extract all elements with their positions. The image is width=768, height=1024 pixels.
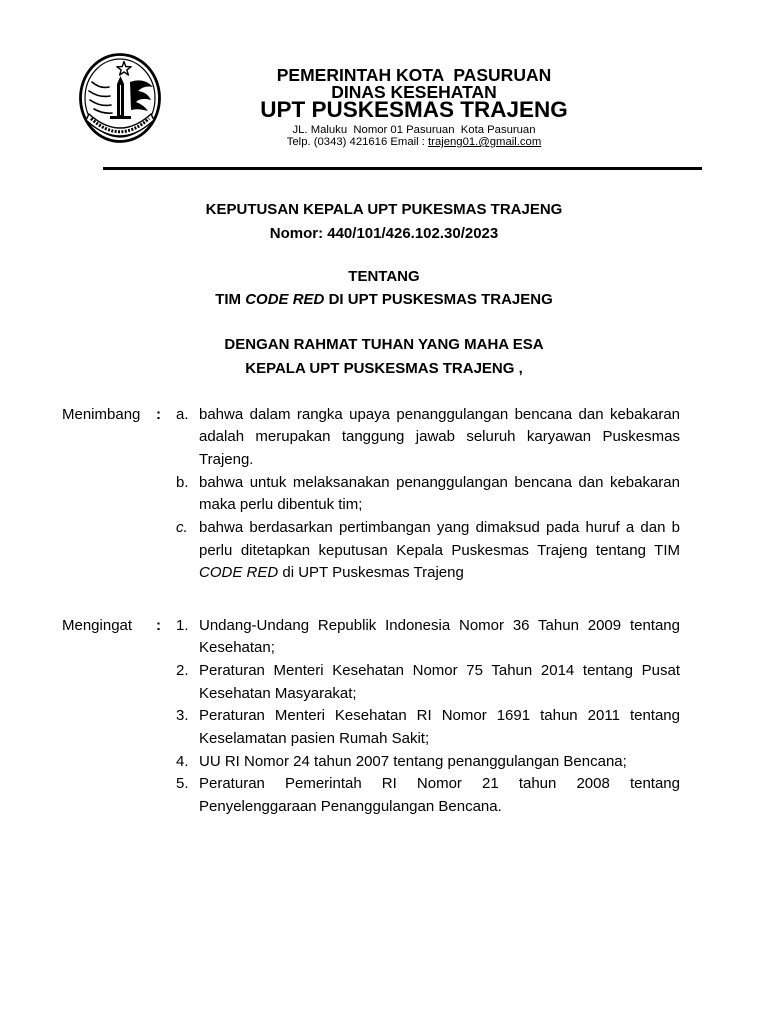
emblem-monument-base xyxy=(110,116,131,119)
list-item-text xyxy=(199,705,680,750)
mengingat-item-4 xyxy=(0,751,768,774)
list-item-line-rest: di UPT Puskesmas Trajeng xyxy=(278,564,464,582)
list-marker: c. xyxy=(176,518,188,536)
mengingat-label: Mengingat xyxy=(62,616,133,634)
menimbang-section xyxy=(0,404,768,585)
header-institution-name: UPT PUSKESMAS TRAJENG xyxy=(260,97,568,122)
mengingat-item-1 xyxy=(0,615,768,660)
code-red-term: CODE RED xyxy=(199,564,279,582)
decree-about-label: TENTANG xyxy=(348,268,420,285)
emblem-monument-stripe xyxy=(120,85,121,115)
list-item-text xyxy=(199,660,680,705)
mengingat-section xyxy=(0,615,768,819)
menimbang-item-c xyxy=(0,517,768,585)
list-marker: 2. xyxy=(176,662,189,679)
menimbang-item-a xyxy=(0,404,768,472)
list-item-line: Peraturan Pemerintah RI Nomor 21 tahun 2008 tentang xyxy=(199,775,680,793)
mengingat-colon: : xyxy=(156,616,161,634)
list-item-line: bahwa untuk melaksanakan penanggulangan bencana dan kebakaran xyxy=(199,473,680,491)
header-contact xyxy=(214,136,614,148)
letterhead-divider xyxy=(103,167,702,170)
list-item-line: bahwa dalam rangka upaya penanggulangan bencana dan kebakaran xyxy=(199,405,680,423)
list-item-line: Kesehatan; xyxy=(199,639,275,657)
decree-subject-prefix: TIM xyxy=(215,291,246,308)
menimbang-label: Menimbang xyxy=(62,405,141,423)
emblem-right-wing xyxy=(130,80,153,111)
list-marker: 5. xyxy=(176,775,189,793)
emblem-star xyxy=(117,62,131,76)
list-item-line: maka perlu dibentuk tim; xyxy=(199,496,363,514)
city-emblem-icon xyxy=(78,52,162,144)
list-item-line: Undang-Undang Republik Indonesia Nomor 36 Tahun 2009 tentang xyxy=(199,616,680,634)
list-item-text xyxy=(199,751,680,774)
list-item-line: Trajeng. xyxy=(199,451,254,468)
list-item-line: Peraturan Menteri Kesehatan Nomor 75 Tahun 2014 tentang Pusat xyxy=(199,662,680,679)
decree-invocation: DENGAN RAHMAT TUHAN YANG MAHA ESA xyxy=(224,336,544,353)
header-address: JL. Maluku Nomor 01 Pasuruan Kota Pasuruan xyxy=(292,124,536,136)
list-marker: 1. xyxy=(176,616,189,634)
decree-number: Nomor: 440/101/426.102.30/2023 xyxy=(269,225,499,242)
header-government-line: PEMERINTAH KOTA PASURUAN xyxy=(276,65,552,85)
mengingat-item-3 xyxy=(0,705,768,750)
emblem-left-rays xyxy=(89,82,112,113)
list-marker: 3. xyxy=(176,707,189,725)
list-item-text xyxy=(199,404,680,472)
list-item-text xyxy=(199,773,680,818)
mengingat-item-2 xyxy=(0,660,768,705)
list-item-line: bahwa berdasarkan pertimbangan yang dimaksud pada huruf a dan b xyxy=(199,518,680,536)
list-item-line: Peraturan Menteri Kesehatan RI Nomor 1691 tahun 2011 tentang xyxy=(199,707,680,725)
mengingat-item-5 xyxy=(0,773,768,818)
list-item-line: Kesehatan Masyarakat; xyxy=(199,684,357,702)
list-item-line: UU RI Nomor 24 tahun 2007 tentang penanggulangan Bencana; xyxy=(199,752,627,770)
decree-subject-suffix: DI UPT PUSKESMAS TRAJENG xyxy=(324,291,553,308)
decree-subject xyxy=(0,290,768,310)
header-email-link[interactable]: trajeng01.@gmail.com xyxy=(428,136,542,148)
list-item-line: Penyelenggaraan Penanggulangan Bencana. xyxy=(199,797,502,815)
list-item-text xyxy=(199,472,680,517)
list-marker: 4. xyxy=(176,752,189,770)
menimbang-colon: : xyxy=(156,405,161,423)
decree-title: KEPUTUSAN KEPALA UPT PUKESMAS TRAJENG xyxy=(205,201,563,218)
menimbang-item-b xyxy=(0,472,768,517)
list-item-line: Keselamatan pasien Rumah Sakit; xyxy=(199,729,430,747)
list-item-text xyxy=(199,517,680,585)
decree-authority: KEPALA UPT PUSKESMAS TRAJENG , xyxy=(245,360,523,377)
header-contact-text: Telp. (0343) 421616 Email : xyxy=(286,136,429,148)
list-item-line: adalah merupakan tanggung jawab seluruh karyawan Puskesmas xyxy=(199,428,680,446)
list-item-text xyxy=(199,615,680,660)
list-item-line: perlu ditetapkan keputusan Kepala Puskesmas Trajeng tentang TIM xyxy=(199,541,680,559)
header-department-line: DINAS KESEHATAN xyxy=(331,82,497,102)
decree-subject-italic: CODE RED xyxy=(245,291,325,308)
list-item-line xyxy=(199,562,680,585)
list-marker: a. xyxy=(176,405,189,423)
list-marker: b. xyxy=(176,473,189,491)
